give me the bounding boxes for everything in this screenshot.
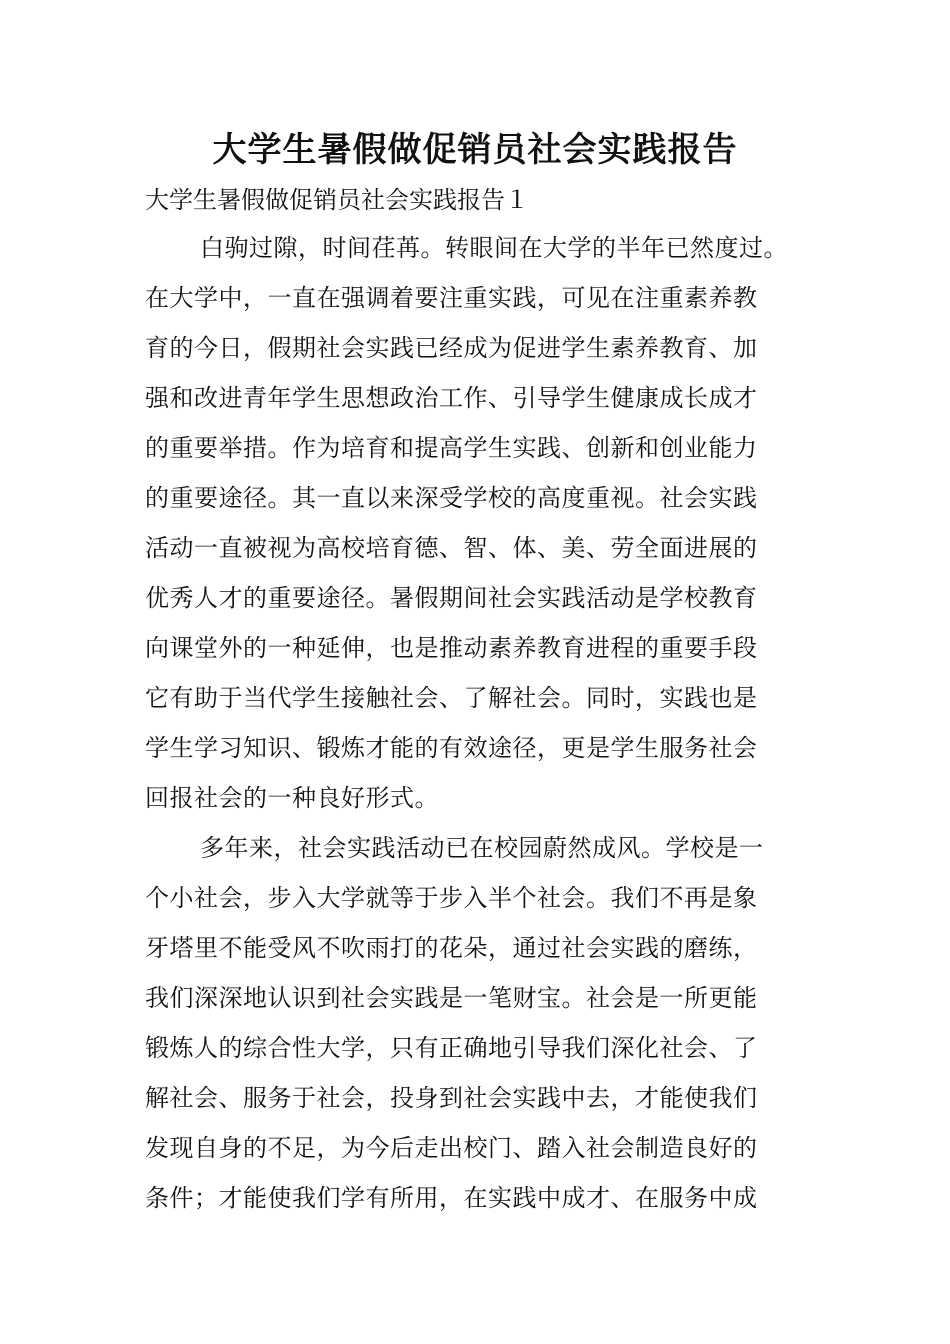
- paragraph2-line: 我们深深地认识到社会实践是一笔财宝。社会是一所更能: [145, 984, 758, 1012]
- paragraph2-line: 牙塔里不能受风不吹雨打的花朵，通过社会实践的磨练，: [145, 934, 758, 962]
- paragraph1-line: 它有助于当代学生接触社会、了解社会。同时，实践也是: [145, 684, 758, 712]
- paragraph1-line: 的重要途径。其一直以来深受学校的高度重视。社会实践: [145, 484, 758, 512]
- paragraph1-line: 的重要举措。作为培育和提高学生实践、创新和创业能力: [145, 434, 758, 462]
- paragraph1-line: 强和改进青年学生思想政治工作、引导学生健康成长成才: [145, 384, 758, 412]
- paragraph2-line: 锻炼人的综合性大学，只有正确地引导我们深化社会、了: [145, 1034, 758, 1062]
- paragraph1-line: 白驹过隙，时间荏苒。转眼间在大学的半年已然度过。: [200, 234, 788, 262]
- paragraph1-line: 育的今日，假期社会实践已经成为促进学生素养教育、加: [145, 334, 758, 362]
- paragraph2-line: 解社会、服务于社会，投身到社会实践中去，才能使我们: [145, 1084, 758, 1112]
- paragraph2-line: 多年来，社会实践活动已在校园蔚然成风。学校是一: [200, 834, 764, 862]
- paragraph1-line: 回报社会的一种良好形式。: [145, 784, 439, 812]
- paragraph2-line: 条件；才能使我们学有所用，在实践中成才、在服务中成: [145, 1184, 758, 1212]
- paragraph1-line: 活动一直被视为高校培育德、智、体、美、劳全面进展的: [145, 534, 758, 562]
- paragraph1-line: 向课堂外的一种延伸，也是推动素养教育进程的重要手段: [145, 634, 758, 662]
- paragraph1-line: 在大学中，一直在强调着要注重实践，可见在注重素养教: [145, 284, 758, 312]
- paragraph2-line: 个小社会，步入大学就等于步入半个社会。我们不再是象: [145, 884, 758, 912]
- paragraph1-line: 学生学习知识、锻炼才能的有效途径，更是学生服务社会: [145, 734, 758, 762]
- paragraph2-line: 发现自身的不足，为今后走出校门、踏入社会制造良好的: [145, 1134, 758, 1162]
- document-title: 大学生暑假做促销员社会实践报告: [212, 130, 738, 170]
- document-subtitle: 大学生暑假做促销员社会实践报告１: [145, 186, 529, 214]
- paragraph1-line: 优秀人才的重要途径。暑假期间社会实践活动是学校教育: [145, 584, 758, 612]
